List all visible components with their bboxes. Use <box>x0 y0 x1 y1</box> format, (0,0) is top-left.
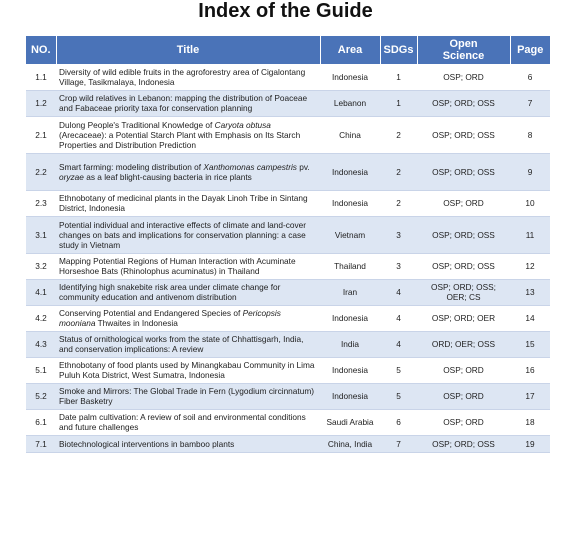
row-sdgs: 4 <box>380 331 417 357</box>
row-open-science-text: OSP; ORD <box>443 365 484 375</box>
row-page: 11 <box>510 216 550 253</box>
row-title <box>56 153 320 190</box>
row-area: Thailand <box>320 253 380 279</box>
row-number: 3.1 <box>26 216 56 253</box>
row-title-italic: Xanthomonas campestris <box>203 161 297 172</box>
row-title-italic: Caryota obtusa <box>214 119 271 130</box>
row-title-text: Smoke and Mirrors: The Global Trade in Fern (Lygodium circinnatum) Fiber Basketry <box>59 386 314 406</box>
row-title <box>56 279 320 305</box>
row-sdgs: 1 <box>380 90 417 116</box>
row-page: 15 <box>510 331 550 357</box>
row-open-science-text: OSP; ORD; OSS <box>432 261 495 271</box>
row-page: 18 <box>510 409 550 435</box>
header-no: NO. <box>26 36 56 64</box>
row-number: 2.2 <box>26 153 56 190</box>
index-table <box>26 36 550 453</box>
row-title-text: Ethnobotany of medicinal plants in the Dayak Linoh Tribe in Sintang District, Indonesia <box>59 193 308 213</box>
row-number: 5.2 <box>26 383 56 409</box>
row-number: 4.3 <box>26 331 56 357</box>
table-row <box>26 90 550 116</box>
row-area: Indonesia <box>320 153 380 190</box>
table-row <box>26 116 550 153</box>
row-area: China <box>320 116 380 153</box>
row-page: 14 <box>510 305 550 331</box>
row-open-science-text: OSP; ORD; OSS <box>432 166 495 177</box>
row-open-science-text: OSP; ORD <box>443 391 484 401</box>
row-title <box>56 190 320 216</box>
row-open-science <box>417 383 510 409</box>
row-number: 3.2 <box>26 253 56 279</box>
row-number: 1.1 <box>26 64 56 90</box>
row-open-science <box>417 90 510 116</box>
table-row <box>26 331 550 357</box>
row-title-text: Thwaites in Indonesia <box>95 318 178 328</box>
row-sdgs: 2 <box>380 153 417 190</box>
row-title-text: Status of ornithological works from the state of Chhattisgarh, India, and conservation implications: A review <box>59 334 304 354</box>
row-sdgs: 4 <box>380 305 417 331</box>
row-open-science <box>417 190 510 216</box>
row-page: 16 <box>510 357 550 383</box>
row-page: 8 <box>510 116 550 153</box>
row-page: 10 <box>510 190 550 216</box>
row-page: 12 <box>510 253 550 279</box>
row-title-text: Date palm cultivation: A review of soil and environmental conditions and future challenges <box>59 412 306 432</box>
row-title <box>56 64 320 90</box>
row-number: 4.1 <box>26 279 56 305</box>
row-title-text: Potential individual and interactive effects of climate and land-cover changes on bats and implications for conservation planning: a case study in Vietnam <box>59 219 307 250</box>
header-page: Page <box>510 36 550 64</box>
row-sdgs: 1 <box>380 64 417 90</box>
row-area: India <box>320 331 380 357</box>
row-sdgs: 7 <box>380 435 417 452</box>
row-area: Saudi Arabia <box>320 409 380 435</box>
row-open-science <box>417 409 510 435</box>
row-open-science <box>417 64 510 90</box>
row-title <box>56 116 320 153</box>
row-area: Iran <box>320 279 380 305</box>
row-number: 5.1 <box>26 357 56 383</box>
table-row <box>26 305 550 331</box>
row-open-science <box>417 253 510 279</box>
table-row <box>26 357 550 383</box>
row-sdgs: 5 <box>380 357 417 383</box>
row-number: 7.1 <box>26 435 56 452</box>
row-title-text: Crop wild relatives in Lebanon: mapping the distribution of Poaceae and Fabaceae priority taxa for conservation planning <box>59 93 308 113</box>
row-title-italic: Pericopsis mooniana <box>59 308 281 328</box>
page-title: Index of the Guide <box>198 0 373 22</box>
table-row <box>26 383 550 409</box>
row-title <box>56 409 320 435</box>
row-open-science-text: OSP; ORD <box>443 417 484 427</box>
row-title <box>56 90 320 116</box>
row-title <box>56 435 320 452</box>
row-open-science <box>417 305 510 331</box>
row-title-italic: oryzae <box>59 171 84 182</box>
table-row <box>26 435 550 452</box>
row-title-text: Mapping Potential Regions of Human Interaction with Acuminate Horseshoe Bats (Rhinolophus acuminatus) in Thailand <box>59 256 296 276</box>
row-page: 19 <box>510 435 550 452</box>
row-open-science-text: OSP; ORD; OSS; OER; CS <box>430 282 496 302</box>
row-title-text: Ethnobotany of food plants used by Minangkabau Community in Lima Puluh Kota District, West Sumatra, Indonesia <box>59 360 315 380</box>
row-open-science <box>417 435 510 452</box>
row-number: 6.1 <box>26 409 56 435</box>
row-title <box>56 331 320 357</box>
row-sdgs: 3 <box>380 216 417 253</box>
row-open-science-text: OSP; ORD; OSS <box>432 438 495 449</box>
row-page: 9 <box>510 153 550 190</box>
row-sdgs: 3 <box>380 253 417 279</box>
row-open-science <box>417 153 510 190</box>
row-title-text: Biotechnological interventions in bamboo plants <box>59 438 235 449</box>
row-title-text: (Arecaceae): a Potential Starch Plant with Emphasis on Its Starch Properties and Distribution Prediction <box>59 129 301 150</box>
row-sdgs: 5 <box>380 383 417 409</box>
header-title: Title <box>56 36 320 64</box>
table-body <box>26 64 550 452</box>
table-row <box>26 153 550 190</box>
row-open-science-text: OSP; ORD <box>443 198 484 208</box>
row-area: China, India <box>320 435 380 452</box>
row-open-science-text: OSP; ORD; OER <box>431 313 496 323</box>
row-area: Indonesia <box>320 64 380 90</box>
row-number: 2.1 <box>26 116 56 153</box>
row-title-text: Dulong People's Traditional Knowledge of <box>59 119 215 130</box>
table-row <box>26 253 550 279</box>
row-title <box>56 253 320 279</box>
header-area: Area <box>320 36 380 64</box>
row-title <box>56 305 320 331</box>
row-open-science-text: OSP; ORD <box>443 71 484 82</box>
table-row <box>26 216 550 253</box>
row-sdgs: 6 <box>380 409 417 435</box>
row-sdgs: 2 <box>380 116 417 153</box>
table-header-row <box>26 36 550 64</box>
row-area: Vietnam <box>320 216 380 253</box>
header-open-science <box>417 36 510 64</box>
row-page: 17 <box>510 383 550 409</box>
row-open-science <box>417 331 510 357</box>
row-title-text: Diversity of wild edible fruits in the agroforestry area of Cigalontang Village, Tasikmalaya, Indonesia <box>59 66 306 87</box>
row-open-science <box>417 357 510 383</box>
row-page: 6 <box>510 64 550 90</box>
row-title <box>56 383 320 409</box>
row-area: Indonesia <box>320 357 380 383</box>
row-title-text: Smart farming: modeling distribution of <box>59 161 204 172</box>
row-number: 4.2 <box>26 305 56 331</box>
row-title-text: pv. <box>296 161 310 172</box>
row-page: 13 <box>510 279 550 305</box>
row-title-text: Identifying high snakebite risk area under climate change for community education and antivenom distribution <box>59 282 281 302</box>
row-open-science-text: OSP; ORD; OSS <box>432 129 495 140</box>
header-open-science-label: Open Science <box>442 38 485 62</box>
row-title <box>56 357 320 383</box>
row-title-text: Conserving Potential and Endangered Species of <box>59 308 243 318</box>
row-open-science-text: OSP; ORD; OSS <box>432 98 495 108</box>
row-number: 1.2 <box>26 90 56 116</box>
row-open-science-text: ORD; OER; OSS <box>431 339 496 349</box>
row-title <box>56 216 320 253</box>
row-open-science <box>417 116 510 153</box>
row-area: Lebanon <box>320 90 380 116</box>
row-title-text: as a leaf blight-causing bacteria in rice plants <box>83 171 252 182</box>
row-open-science <box>417 279 510 305</box>
row-area: Indonesia <box>320 305 380 331</box>
row-number: 2.3 <box>26 190 56 216</box>
table-row <box>26 190 550 216</box>
row-open-science <box>417 216 510 253</box>
row-sdgs: 2 <box>380 190 417 216</box>
row-open-science-text: OSP; ORD; OSS <box>432 229 495 240</box>
table-row <box>26 409 550 435</box>
row-page: 7 <box>510 90 550 116</box>
row-area: Indonesia <box>320 383 380 409</box>
table-row <box>26 279 550 305</box>
table-row <box>26 64 550 90</box>
row-area: Indonesia <box>320 190 380 216</box>
header-sdgs: SDGs <box>380 36 417 64</box>
row-sdgs: 4 <box>380 279 417 305</box>
